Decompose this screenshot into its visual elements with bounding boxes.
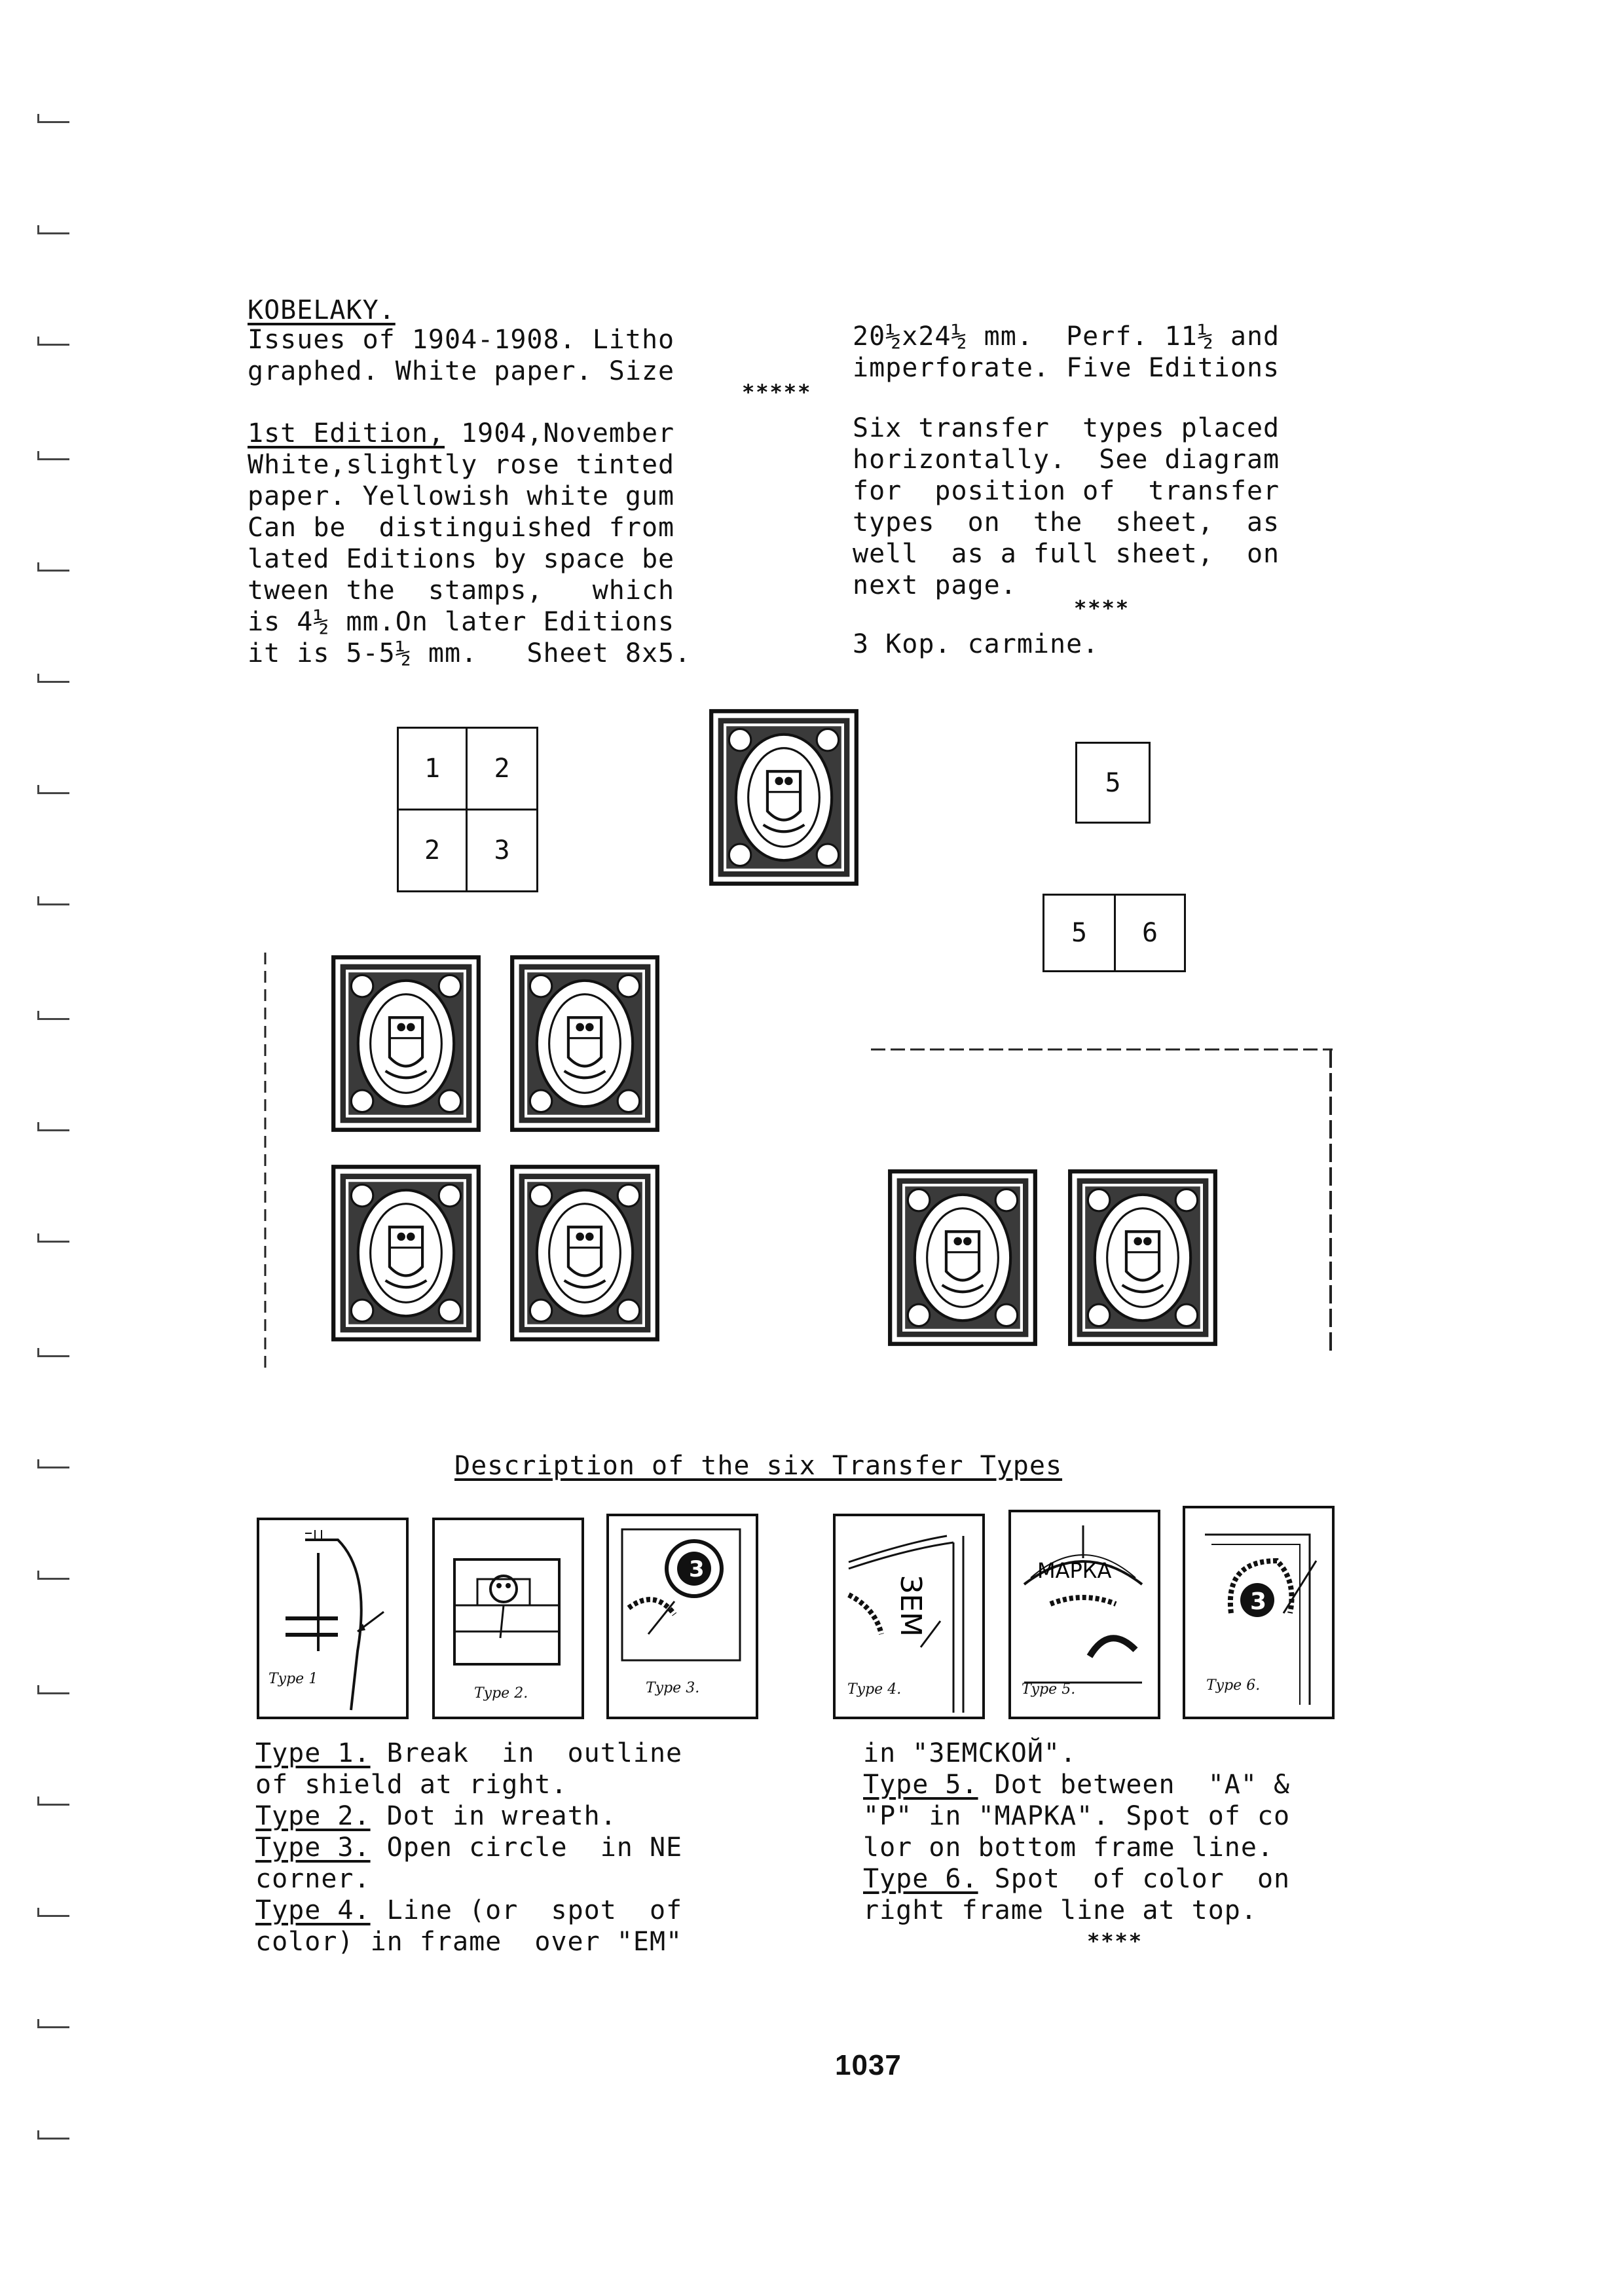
binder-mark xyxy=(38,1467,69,1468)
type-desc-text: color) in frame over "EM" xyxy=(255,1927,683,1957)
edition-label: 1st Edition, xyxy=(248,418,445,448)
type-desc-text: Dot in wreath. xyxy=(370,1801,617,1831)
text-line: is 4½ mm.On later Editions xyxy=(248,607,675,637)
binder-mark xyxy=(38,1804,69,1806)
text-line: paper. Yellowish white gum xyxy=(248,481,675,511)
pair-cell: 6 xyxy=(1114,894,1186,972)
type-desc-label: Type 2. xyxy=(255,1801,371,1831)
text-line: types on the sheet, as xyxy=(853,507,1280,538)
type-label: Type 1 xyxy=(268,1671,318,1687)
text-line: horizontally. See diagram xyxy=(853,445,1280,475)
type-desc-text: Line (or spot of xyxy=(370,1895,683,1925)
type-desc-label: Type 4. xyxy=(255,1895,371,1925)
separator-stars: **** xyxy=(1087,1929,1143,1954)
text-line: well as a full sheet, on xyxy=(853,539,1280,569)
type-desc-text: "P" in "MAPKA". Spot of co xyxy=(863,1801,1291,1831)
page-heading: KOBELAKY. xyxy=(248,295,396,325)
type-figure-art xyxy=(259,1520,406,1717)
type-figure xyxy=(606,1514,758,1719)
type-desc-label: Type 1. xyxy=(255,1738,371,1768)
type-label: Type 6. xyxy=(1206,1677,1261,1694)
text-line: tween the stamps, which xyxy=(248,575,675,606)
text-line: lated Editions by space be xyxy=(248,544,675,574)
single-cell: 5 xyxy=(1075,742,1151,824)
text-line: next page. xyxy=(853,570,1017,600)
type-descriptions-left xyxy=(255,1738,682,1958)
type-figure xyxy=(1008,1510,1160,1719)
type-label: Type 5. xyxy=(1022,1681,1076,1698)
block-cell: 2 xyxy=(466,727,538,811)
text-line: Can be distinguished from xyxy=(248,513,675,543)
svg-text:3: 3 xyxy=(1250,1588,1267,1615)
type-label: Type 3. xyxy=(646,1680,700,1696)
type-desc-label: Type 6. xyxy=(863,1864,978,1894)
type-desc-text: corner. xyxy=(255,1864,371,1894)
binder-mark xyxy=(38,2026,69,2028)
type-desc-text: of shield at right. xyxy=(255,1770,568,1800)
type-figure xyxy=(432,1518,584,1719)
block-cell: 1 xyxy=(397,727,468,811)
type-desc-label: Type 5. xyxy=(863,1770,978,1800)
separator-stars: ***** xyxy=(742,380,812,405)
type-desc-text: Dot between "A" & xyxy=(978,1770,1291,1800)
svg-text:3: 3 xyxy=(689,1556,705,1582)
type-label: Type 2. xyxy=(474,1685,528,1702)
text-line: Six transfer types placed xyxy=(853,413,1280,443)
text-line: White,slightly rose tinted xyxy=(248,450,675,480)
type-label: Type 4. xyxy=(847,1681,902,1698)
binder-mark xyxy=(38,1692,69,1694)
binder-mark xyxy=(38,2138,69,2140)
text-line: 20½x24½ mm. Perf. 11½ and xyxy=(853,321,1280,352)
denomination: 3 Kop. carmine. xyxy=(853,629,1099,659)
block-cell: 3 xyxy=(466,809,538,892)
type-desc-text: Spot of color on xyxy=(978,1864,1291,1894)
type-desc-text: Open circle in NE xyxy=(370,1832,683,1863)
text-line: imperforate. Five Editions xyxy=(853,353,1280,383)
section-title: Description of the six Transfer Types xyxy=(454,1451,1063,1481)
block-cell: 2 xyxy=(397,809,468,892)
page-number: 1037 xyxy=(835,2049,902,2081)
type-figure xyxy=(1183,1506,1335,1719)
type-figure xyxy=(257,1518,409,1719)
type-detail-text: МАРКА xyxy=(1037,1558,1112,1583)
text-line: it is 5-5½ mm. Sheet 8x5. xyxy=(248,638,692,668)
binder-mark xyxy=(38,1578,69,1580)
type-figure xyxy=(833,1514,985,1719)
text-line: for position of transfer xyxy=(853,476,1280,506)
text-line: graphed. White paper. Size xyxy=(248,356,675,386)
type-desc-label: Type 3. xyxy=(255,1832,371,1863)
text-line: Issues of 1904-1908. Litho xyxy=(248,325,675,355)
edition-date: 1904,November xyxy=(444,418,675,448)
type-descriptions-right xyxy=(863,1738,1290,1926)
pair-cell: 5 xyxy=(1043,894,1116,972)
binder-mark xyxy=(38,1915,69,1917)
type-desc-text: in "ЗЕМСКОЙ". xyxy=(863,1738,1077,1768)
separator-stars: **** xyxy=(1074,596,1130,621)
type-desc-text: Break in outline xyxy=(370,1738,683,1768)
type-detail-text: ЗЕМ xyxy=(894,1575,927,1637)
type-desc-text: lor on bottom frame line. xyxy=(863,1832,1274,1863)
type-desc-text: right frame line at top. xyxy=(863,1895,1257,1925)
